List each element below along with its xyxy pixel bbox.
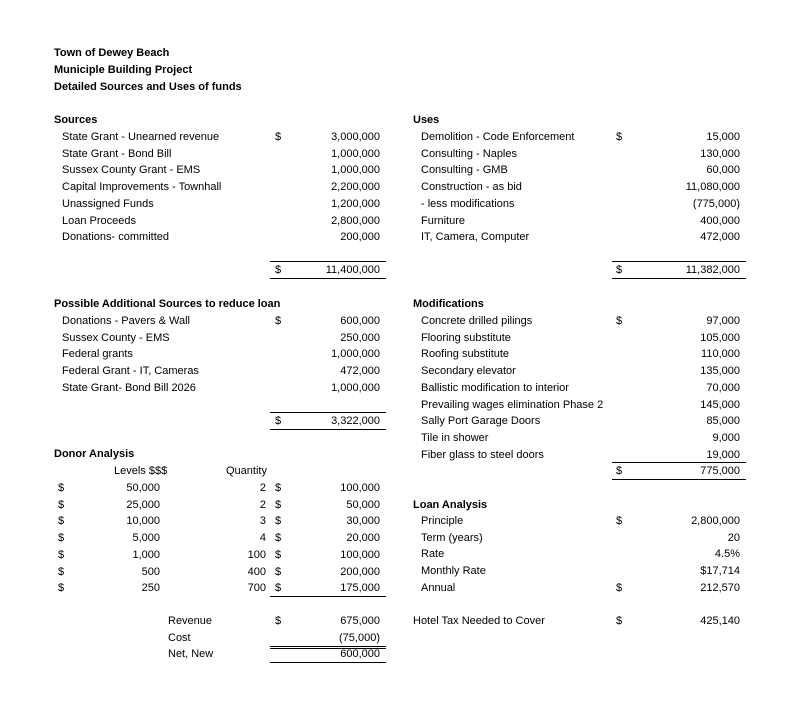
donor-quantity: 4 <box>259 532 266 545</box>
modification-item-label: Roofing substitute <box>421 348 510 361</box>
modification-item-label: Secondary elevator <box>421 365 516 378</box>
sources-item-amount: 1,200,000 <box>331 197 380 210</box>
donor-summary-label: Revenue <box>168 615 213 627</box>
donor-summary-value: 675,000 <box>340 615 380 627</box>
sources-item-label: State Grant - Unearned revenue <box>62 131 220 143</box>
uses-total-top-rule <box>612 261 746 262</box>
sources-item-label: Capital Improvements - Townhall <box>62 181 222 194</box>
sources-item-amount: 1,000,000 <box>331 147 380 160</box>
uses-item-amount: 60,000 <box>706 164 740 177</box>
uses-item-label: Furniture <box>421 214 466 227</box>
net-top-rule-1 <box>270 646 386 647</box>
modification-item-label: Ballistic modification to interior <box>421 381 569 394</box>
uses-total: 11,382,000 <box>685 264 740 276</box>
donor-level-amount: 250 <box>141 582 160 595</box>
loan-analysis-title: Loan Analysis <box>413 499 488 511</box>
sources-item-label: Loan Proceeds <box>62 214 136 227</box>
loan-item-value: 2,800,000 <box>691 515 740 527</box>
additional-source-item-label: Donations - Pavers & Wall <box>62 315 190 327</box>
donor-quantity: 2 <box>259 498 266 511</box>
donor-quantity: 2 <box>259 482 266 494</box>
donor-total: 175,000 <box>340 582 380 595</box>
modification-item-label: Concrete drilled pilings <box>421 315 533 327</box>
sources-item-amount: 2,800,000 <box>331 214 380 227</box>
donor-level-amount: 5,000 <box>132 532 160 545</box>
modification-item-amount: 70,000 <box>706 381 740 394</box>
donor-total-dollar: $ <box>275 582 282 595</box>
donor-level-amount: 10,000 <box>126 515 160 528</box>
additional-source-item-dollar: $ <box>275 315 282 327</box>
uses-item-dollar: $ <box>616 131 623 143</box>
donor-level-amount: 50,000 <box>126 482 160 494</box>
uses-item-label: Construction - as bid <box>421 181 522 194</box>
uses-item-label: Demolition - Code Enforcement <box>421 131 575 143</box>
additional-sources-title: Possible Additional Sources to reduce loan <box>54 298 281 310</box>
uses-item-amount: 400,000 <box>700 214 740 227</box>
additional-source-item-amount: 1,000,000 <box>331 381 380 394</box>
modifications-total-dollar: $ <box>616 465 623 477</box>
donor-quantity-header: Quantity <box>226 465 267 477</box>
donor-analysis-title: Donor Analysis <box>54 448 135 460</box>
donor-quantity: 3 <box>259 515 266 528</box>
modification-item-label: Fiber glass to steel doors <box>421 448 544 461</box>
donor-total: 50,000 <box>346 498 380 511</box>
loan-item-label: Rate <box>421 548 445 561</box>
loan-item-value: $17,714 <box>700 565 740 578</box>
header-line-3: Detailed Sources and Uses of funds <box>54 81 242 93</box>
donor-summary-value: (75,000) <box>339 631 380 644</box>
sources-item-amount: 1,000,000 <box>331 164 380 177</box>
additional-source-item-label: Federal grants <box>62 348 133 361</box>
donor-summary-label: Net, New <box>168 648 214 661</box>
loan-item-value: 4.5% <box>714 548 740 561</box>
donor-level-amount: 25,000 <box>126 498 160 511</box>
sources-item-label: State Grant - Bond Bill <box>62 147 172 160</box>
donor-total-dollar: $ <box>275 498 282 511</box>
additional-total: 3,322,000 <box>331 415 380 427</box>
sources-item-dollar: $ <box>275 131 282 143</box>
loan-item-dollar: $ <box>616 515 623 527</box>
sources-total-top-rule <box>270 261 386 262</box>
sources-item-amount: 2,200,000 <box>331 181 380 194</box>
additional-source-item-amount: 250,000 <box>340 331 380 344</box>
additional-source-item-label: State Grant- Bond Bill 2026 <box>62 381 196 394</box>
donor-total: 100,000 <box>340 482 380 494</box>
modification-item-label: Tile in shower <box>421 431 489 444</box>
additional-source-item-label: Sussex County - EMS <box>62 331 170 344</box>
uses-item-amount: (775,000) <box>692 197 740 210</box>
sources-item-label: Donations- committed <box>62 231 169 244</box>
additional-total-bottom-rule <box>270 429 386 430</box>
net-top-rule-2 <box>270 648 386 649</box>
modifications-total-top-rule <box>612 462 746 463</box>
modifications-total-bottom-rule <box>612 479 746 480</box>
modification-item-amount: 110,000 <box>701 348 740 361</box>
donor-level-dollar: $ <box>58 482 65 494</box>
donor-level-dollar: $ <box>58 565 65 578</box>
modifications-total: 775,000 <box>700 465 740 477</box>
donor-total: 20,000 <box>346 532 380 545</box>
sources-item-amount: 200,000 <box>340 231 380 244</box>
sources-total-bottom-rule <box>270 278 386 279</box>
sources-total: 11,400,000 <box>325 264 380 276</box>
modification-item-dollar: $ <box>616 315 623 327</box>
modification-item-label: Prevailing wages elimination Phase 2 <box>421 398 604 411</box>
uses-item-amount: 472,000 <box>700 231 740 244</box>
uses-item-label: Consulting - Naples <box>421 147 517 160</box>
uses-item-amount: 130,000 <box>700 147 740 160</box>
hotel-tax-value: 425,140 <box>700 615 740 627</box>
donor-levels-header: Levels $$$ <box>114 465 168 477</box>
loan-item-value: 212,570 <box>700 581 740 594</box>
modification-item-label: Flooring substitute <box>421 331 511 344</box>
modification-item-amount: 135,000 <box>700 365 740 378</box>
modification-item-label: Sally Port Garage Doors <box>421 415 541 428</box>
sources-item-label: Sussex County Grant - EMS <box>62 164 201 177</box>
hotel-tax-dollar: $ <box>616 615 623 627</box>
loan-item-label: Monthly Rate <box>421 565 486 578</box>
hotel-tax-label: Hotel Tax Needed to Cover <box>413 615 545 627</box>
donor-total: 200,000 <box>340 565 380 578</box>
uses-item-amount: 15,000 <box>706 131 740 143</box>
sources-title: Sources <box>54 114 98 126</box>
net-bottom-rule <box>270 662 386 663</box>
donor-quantity: 400 <box>247 565 266 578</box>
uses-title: Uses <box>413 114 440 126</box>
modification-item-amount: 105,000 <box>700 331 740 344</box>
uses-total-bottom-rule <box>612 278 746 279</box>
uses-item-amount: 11,080,000 <box>685 181 740 194</box>
donor-level-dollar: $ <box>58 582 65 595</box>
additional-source-item-amount: 472,000 <box>340 365 380 378</box>
donor-summary-value: 600,000 <box>340 648 380 661</box>
donor-quantity: 700 <box>247 582 266 595</box>
additional-source-item-amount: 1,000,000 <box>331 348 380 361</box>
modification-item-amount: 85,000 <box>706 415 740 428</box>
donor-level-dollar: $ <box>58 532 65 545</box>
modification-item-amount: 9,000 <box>712 431 740 444</box>
donor-level-amount: 1,000 <box>132 548 160 561</box>
donor-summary-dollar: $ <box>275 615 282 627</box>
donor-level-dollar: $ <box>58 498 65 511</box>
loan-item-label: Annual <box>421 581 456 594</box>
additional-total-top-rule <box>270 412 386 413</box>
donor-summary-label: Cost <box>168 631 191 644</box>
donor-total-dollar: $ <box>275 565 282 578</box>
uses-total-dollar: $ <box>616 264 623 276</box>
donor-quantity: 100 <box>247 548 266 561</box>
modification-item-amount: 145,000 <box>700 398 740 411</box>
donor-total-rule <box>270 596 386 597</box>
donor-level-amount: 500 <box>141 565 160 578</box>
donor-total: 30,000 <box>346 515 380 528</box>
loan-item-label: Principle <box>421 515 464 527</box>
donor-total-dollar: $ <box>275 548 282 561</box>
loan-item-value: 20 <box>727 531 740 544</box>
donor-total-dollar: $ <box>275 515 282 528</box>
sources-item-label: Unassigned Funds <box>62 197 154 210</box>
additional-source-item-label: Federal Grant - IT, Cameras <box>62 365 199 378</box>
loan-item-label: Term (years) <box>421 531 483 544</box>
uses-item-label: - less modifications <box>421 197 515 210</box>
loan-item-dollar: $ <box>616 581 623 594</box>
modification-item-amount: 19,000 <box>706 448 740 461</box>
uses-item-label: Consulting - GMB <box>421 164 508 177</box>
donor-total-dollar: $ <box>275 532 282 545</box>
donor-total: 100,000 <box>340 548 380 561</box>
sources-item-amount: 3,000,000 <box>331 131 380 143</box>
additional-total-dollar: $ <box>275 415 282 427</box>
donor-total-dollar: $ <box>275 482 282 494</box>
modifications-title: Modifications <box>413 298 484 310</box>
donor-level-dollar: $ <box>58 548 65 561</box>
header-line-1: Town of Dewey Beach <box>54 47 170 59</box>
modification-item-amount: 97,000 <box>706 315 740 327</box>
uses-item-label: IT, Camera, Computer <box>421 231 530 244</box>
header-line-2: Municiple Building Project <box>54 64 193 76</box>
sources-total-dollar: $ <box>275 264 282 276</box>
additional-source-item-amount: 600,000 <box>340 315 380 327</box>
donor-level-dollar: $ <box>58 515 65 528</box>
